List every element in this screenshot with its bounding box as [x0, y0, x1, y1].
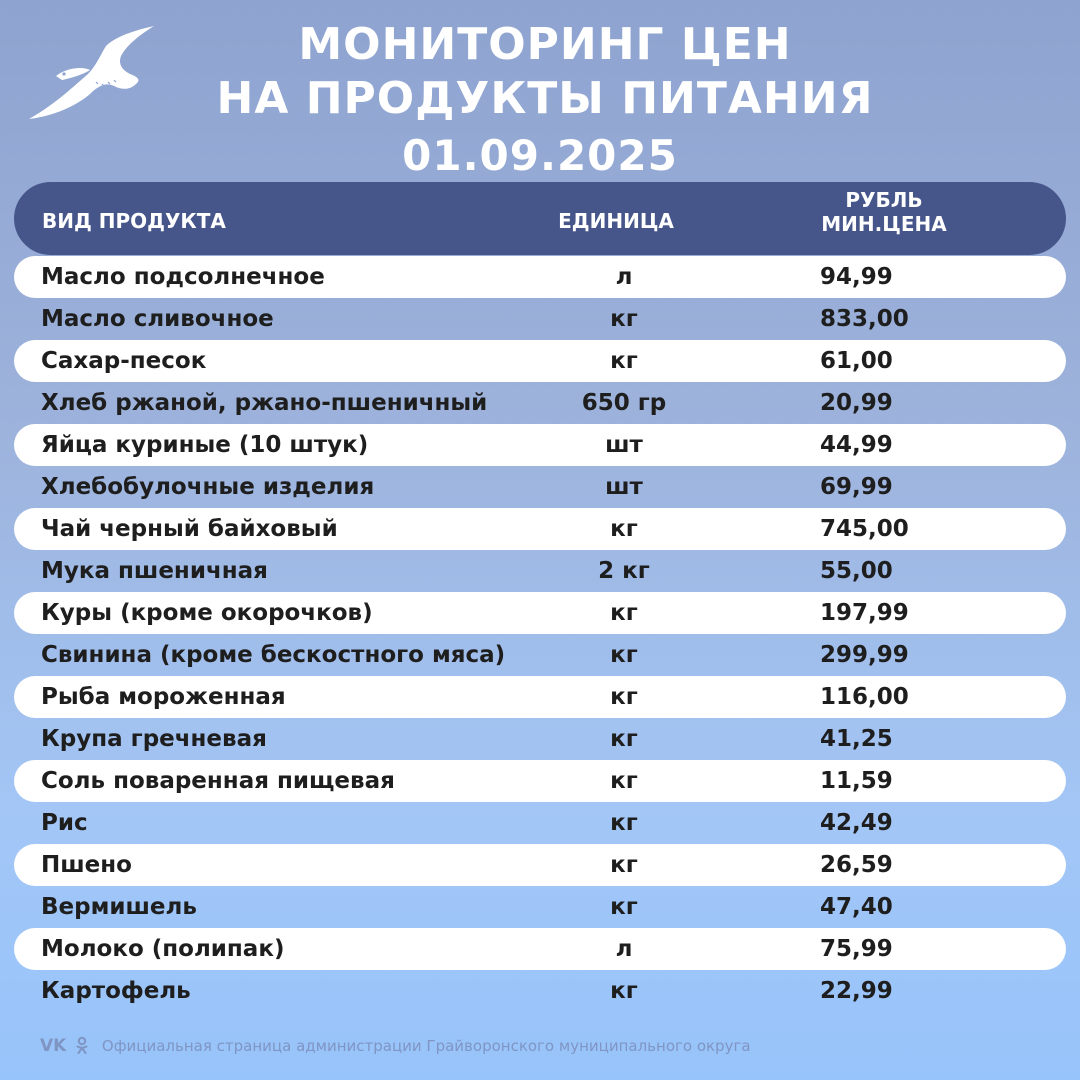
report-date: 01.09.2025 — [402, 131, 678, 180]
product-price: 197,99 — [820, 600, 909, 626]
product-price: 22,99 — [820, 978, 893, 1004]
product-price: 55,00 — [820, 558, 893, 584]
product-price: 69,99 — [820, 474, 893, 500]
product-unit: кг — [610, 684, 638, 710]
vk-icon: VK — [40, 1036, 67, 1056]
table-row — [14, 676, 1066, 718]
product-price: 833,00 — [820, 306, 909, 332]
product-price: 47,40 — [820, 894, 893, 920]
product-name: Масло сливочное — [41, 306, 274, 332]
product-unit: 650 гр — [581, 390, 667, 416]
table-row — [14, 718, 1066, 760]
page-title: МОНИТОРИНГ ЦЕН — [298, 19, 792, 70]
table-row — [14, 298, 1066, 340]
product-unit: шт — [605, 432, 643, 458]
product-unit: кг — [610, 348, 638, 374]
product-unit: кг — [610, 768, 638, 794]
table-header — [14, 182, 1066, 255]
table-row — [14, 634, 1066, 676]
product-price: 299,99 — [820, 642, 909, 668]
product-name: Свинина (кроме бескостного мяса) — [41, 642, 506, 668]
product-unit: шт — [605, 474, 643, 500]
product-name: Чай черный байховый — [41, 516, 338, 542]
table-row — [14, 844, 1066, 886]
page-subtitle: НА ПРОДУКТЫ ПИТАНИЯ — [216, 73, 874, 124]
product-name: Соль поваренная пищевая — [41, 768, 395, 794]
product-name: Куры (кроме окорочков) — [41, 600, 373, 626]
product-name: Картофель — [41, 978, 191, 1004]
product-price: 26,59 — [820, 852, 893, 878]
footer-text: Официальная страница администрации Грайворонского муниципального округа — [101, 1037, 751, 1055]
product-unit: кг — [610, 726, 638, 752]
table-row — [14, 424, 1066, 466]
product-price: 44,99 — [820, 432, 893, 458]
table-row — [14, 550, 1066, 592]
table-row — [14, 256, 1066, 298]
table-row — [14, 928, 1066, 970]
product-name: Хлеб ржаной, ржано-пшеничный — [41, 390, 488, 416]
product-unit: л — [615, 264, 633, 290]
product-name: Молоко (полипак) — [41, 936, 285, 962]
product-name: Вермишель — [41, 894, 197, 920]
header-product: ВИД ПРОДУКТА — [42, 209, 226, 233]
product-unit: кг — [610, 600, 638, 626]
product-name: Сахар-песок — [41, 348, 207, 374]
product-price: 94,99 — [820, 264, 893, 290]
table-row — [14, 340, 1066, 382]
product-name: Пшено — [41, 852, 132, 878]
product-price: 61,00 — [820, 348, 893, 374]
table-row — [14, 508, 1066, 550]
product-name: Рыба мороженная — [41, 684, 286, 710]
product-name: Яйца куриные (10 штук) — [41, 432, 369, 458]
product-unit: кг — [610, 516, 638, 542]
product-price: 116,00 — [820, 684, 909, 710]
product-unit: кг — [610, 894, 638, 920]
table-row — [14, 802, 1066, 844]
table-row — [14, 886, 1066, 928]
product-unit: л — [615, 936, 633, 962]
header-price — [784, 188, 984, 236]
header-unit: ЕДИНИЦА — [558, 209, 674, 233]
product-name: Хлебобулочные изделия — [41, 474, 375, 500]
header-price-label: МИН.ЦЕНА — [821, 212, 947, 236]
table-row — [14, 382, 1066, 424]
product-price: 75,99 — [820, 936, 893, 962]
table-row — [14, 466, 1066, 508]
product-unit: кг — [610, 852, 638, 878]
table-row — [14, 592, 1066, 634]
table-row — [14, 970, 1066, 1012]
product-price: 42,49 — [820, 810, 893, 836]
product-unit: кг — [610, 978, 638, 1004]
product-name: Рис — [41, 810, 88, 836]
product-name: Мука пшеничная — [41, 558, 268, 584]
product-price: 20,99 — [820, 390, 893, 416]
product-unit: 2 кг — [598, 558, 650, 584]
footer — [40, 1036, 751, 1056]
price-table — [14, 256, 1066, 1012]
table-row — [14, 760, 1066, 802]
product-price: 745,00 — [820, 516, 909, 542]
odnoklassniki-icon — [75, 1036, 89, 1054]
header-price-currency: РУБЛЬ — [845, 188, 923, 212]
product-unit: кг — [610, 810, 638, 836]
product-name: Крупа гречневая — [41, 726, 267, 752]
product-price: 11,59 — [820, 768, 893, 794]
product-name: Масло подсолнечное — [41, 264, 325, 290]
product-unit: кг — [610, 642, 638, 668]
product-unit: кг — [610, 306, 638, 332]
product-price: 41,25 — [820, 726, 893, 752]
